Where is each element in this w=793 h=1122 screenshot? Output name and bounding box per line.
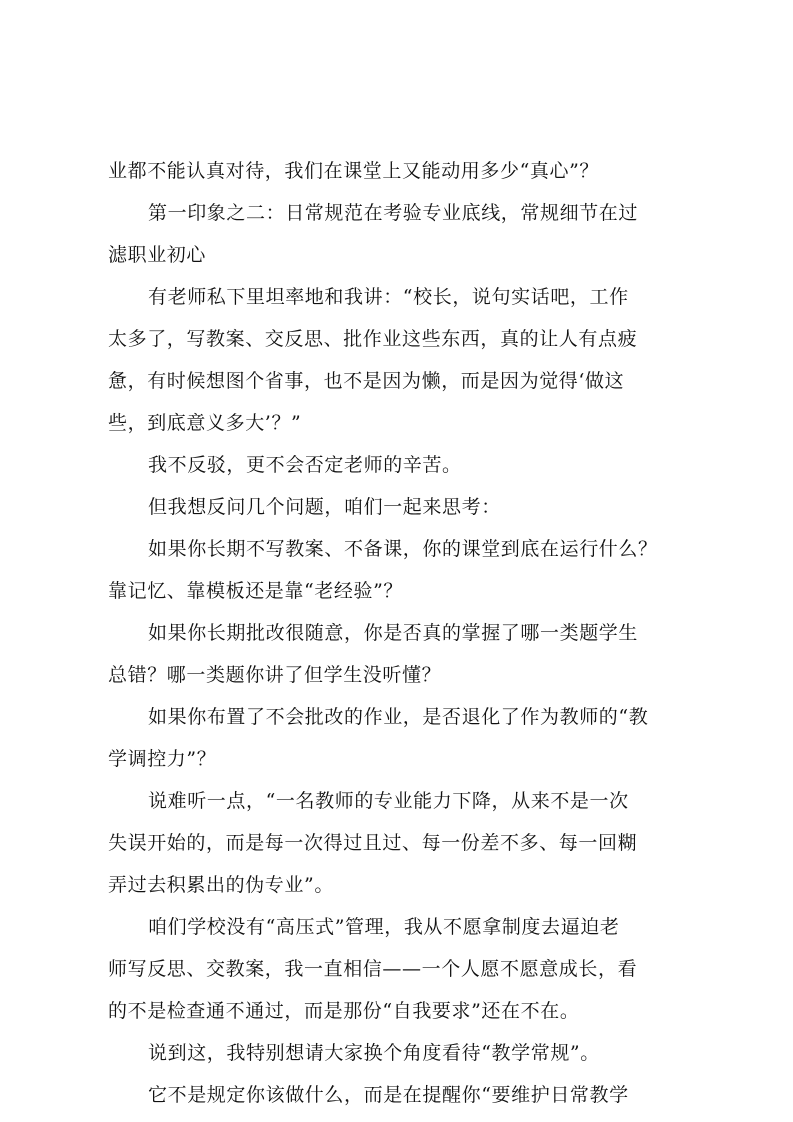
text-line: 但我想反问几个问题，咱们一起来思考： <box>148 496 501 518</box>
text-line: 总错？哪一类题你讲了但学生没听懂？ <box>108 664 442 686</box>
text-line: 如果你长期不写教案、不备课，你的课堂到底在运行什么？ <box>148 538 658 560</box>
text-line: 如果你布置了不会批改的作业，是否退化了作为教师的“教 <box>148 706 649 728</box>
text-line: 些，到底意义多大’？” <box>108 412 302 434</box>
text-line: 说到这，我特别想请大家换个角度看待“教学常规”。 <box>148 1042 600 1064</box>
text-line: 弄过去积累出的伪专业”。 <box>108 874 334 896</box>
text-line: 太多了，写教案、交反思、批作业这些东西，真的让人有点疲 <box>108 328 638 350</box>
text-line: 靠记忆、靠模板还是靠“老经验”？ <box>108 580 404 602</box>
text-line: 滤职业初心 <box>108 244 207 266</box>
text-line: 的不是检查通不通过，而是那份“自我要求”还在不在。 <box>108 1000 580 1022</box>
text-line: 我不反驳，更不会否定老师的辛苦。 <box>148 454 462 476</box>
text-line: 咱们学校没有“高压式”管理，我从不愿拿制度去逼迫老 <box>148 916 620 938</box>
text-line: 如果你长期批改很随意，你是否真的掌握了哪一类题学生 <box>148 622 639 644</box>
text-line: 失误开始的，而是每一次得过且过、每一份差不多、每一回糊 <box>108 832 638 854</box>
text-line: 有老师私下里坦率地和我讲：“校长，说句实话吧，工作 <box>148 286 629 308</box>
text-line: 第一印象之二：日常规范在考验专业底线，常规细节在过 <box>148 202 639 224</box>
text-line: 说难听一点，“一名教师的专业能力下降，从来不是一次 <box>148 790 629 812</box>
text-line: 惫，有时候想图个省事，也不是因为懒，而是因为觉得‘做这 <box>108 370 625 392</box>
text-line: 学调控力”？ <box>108 748 217 770</box>
text-line: 它不是规定你该做什么，而是在提醒你“要维护日常教学 <box>148 1084 629 1106</box>
text-line: 师写反思、交教案，我一直相信——一个人愿不愿意成长，看 <box>108 958 638 980</box>
text-line: 业都不能认真对待，我们在课堂上又能动用多少“真心”？ <box>108 160 600 182</box>
